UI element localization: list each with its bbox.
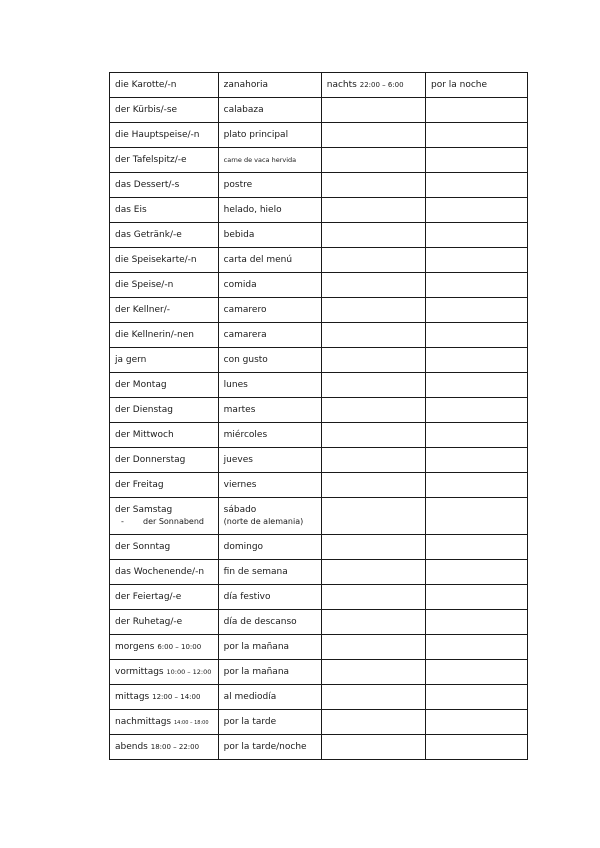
spanish-term-cell: [218, 298, 321, 323]
spanish-term-cell: [218, 585, 321, 610]
empty-cell: [321, 448, 425, 473]
german-term-cell: [110, 273, 219, 298]
time-range: 22:00 – 6:00: [359, 81, 404, 89]
empty-cell: [321, 660, 425, 685]
vocabulary-table: [109, 72, 528, 760]
spanish-term-cell: [218, 660, 321, 685]
german-term: mittags: [115, 692, 150, 702]
spanish-term: bebida: [223, 230, 255, 240]
table-row: [110, 98, 528, 123]
empty-cell: [425, 535, 527, 560]
table-row: [110, 448, 528, 473]
spanish-term: fin de semana: [223, 567, 288, 577]
spanish-term: por la mañana: [223, 667, 290, 677]
spanish-term: con gusto: [223, 355, 268, 365]
german-term-cell: [110, 498, 219, 535]
german-term-cell: [110, 735, 219, 760]
german-term: die Hauptspeise/-n: [115, 130, 200, 140]
spanish-term-cell: [218, 635, 321, 660]
table-row: [110, 398, 528, 423]
spanish-term-cell: [218, 560, 321, 585]
spanish-term: martes: [223, 405, 256, 415]
empty-cell: [321, 685, 425, 710]
german-term-cell: [110, 323, 219, 348]
german-term-cell: [110, 223, 219, 248]
german-term-cell: [110, 535, 219, 560]
table-row: [110, 635, 528, 660]
german-term-cell: [110, 685, 219, 710]
empty-cell: [321, 498, 425, 535]
spanish-term: camarera: [223, 330, 267, 340]
empty-cell: [321, 560, 425, 585]
time-range: 14:00 – 18:00: [174, 719, 209, 726]
empty-cell: [321, 585, 425, 610]
empty-cell: [321, 148, 425, 173]
spanish-term-cell: [218, 710, 321, 735]
german-term: der Feiertag/-e: [115, 592, 182, 602]
german-term: ja gern: [115, 355, 147, 365]
german-term-cell: [110, 73, 219, 98]
empty-cell: [425, 473, 527, 498]
empty-cell: [425, 498, 527, 535]
empty-cell: [321, 635, 425, 660]
empty-cell: [321, 473, 425, 498]
spanish-term-cell: [218, 248, 321, 273]
time-range: 12:00 – 14:00: [152, 693, 201, 701]
german-term: die Karotte/-n: [115, 80, 177, 90]
german-term-cell: [110, 398, 219, 423]
spanish-term: camarero: [223, 305, 267, 315]
empty-cell: [425, 398, 527, 423]
spanish-note: (norte de alemania): [223, 517, 304, 526]
table-row: [110, 323, 528, 348]
empty-cell: [321, 423, 425, 448]
german-term: der Kürbis/-se: [115, 105, 178, 115]
german-term: der Dienstag: [115, 405, 173, 415]
spanish-term-cell: [218, 610, 321, 635]
spanish-term-cell: [218, 398, 321, 423]
empty-cell: [425, 298, 527, 323]
german-term: die Kellnerin/-nen: [115, 330, 194, 340]
german-term-cell: [110, 173, 219, 198]
german-term: der Samstag: [115, 505, 173, 515]
time-range: 10:00 – 12:00: [166, 668, 212, 676]
spanish-term-cell: [218, 448, 321, 473]
german-term-cell: [110, 298, 219, 323]
spanish-term-cell: [218, 223, 321, 248]
empty-cell: [425, 348, 527, 373]
table-row: [110, 273, 528, 298]
german-term: morgens: [115, 642, 155, 652]
german-term: der Sonntag: [115, 542, 171, 552]
table-row: [110, 560, 528, 585]
german-term: die Speisekarte/-n: [115, 255, 197, 265]
spanish-term-cell: [218, 148, 321, 173]
table-row: [110, 348, 528, 373]
empty-cell: [321, 223, 425, 248]
spanish-term: por la mañana: [223, 642, 290, 652]
empty-cell: [321, 610, 425, 635]
spanish-term: miércoles: [223, 430, 268, 440]
german-term: das Eis: [115, 205, 147, 215]
german-term: der Freitag: [115, 480, 164, 490]
table-row: [110, 148, 528, 173]
table-row: [110, 298, 528, 323]
german-term: vormittags: [115, 667, 164, 677]
table-row: [110, 498, 528, 535]
empty-cell: [321, 98, 425, 123]
empty-cell: [321, 348, 425, 373]
german-term-cell: [110, 373, 219, 398]
german-term: das Wochenende/-n: [115, 567, 205, 577]
german-term: der Ruhetag/-e: [115, 617, 183, 627]
spanish-term-cell: [218, 198, 321, 223]
spanish-term: día de descanso: [223, 617, 297, 627]
table-row: [110, 73, 528, 98]
empty-cell: [425, 585, 527, 610]
table-row: [110, 710, 528, 735]
table-row: [110, 610, 528, 635]
spanish-term-cell: [218, 535, 321, 560]
spanish-term-cell: [218, 173, 321, 198]
empty-cell: [425, 735, 527, 760]
empty-cell: [321, 173, 425, 198]
spanish-term: lunes: [223, 380, 248, 390]
empty-cell: [425, 273, 527, 298]
table-row: [110, 585, 528, 610]
spanish-term: por la tarde: [223, 717, 277, 727]
table-row: [110, 373, 528, 398]
german-term-cell: [110, 448, 219, 473]
time-range: 6:00 – 10:00: [157, 643, 202, 651]
german-variant-term: der Sonnabend: [143, 517, 204, 526]
german-term-cell: [110, 348, 219, 373]
empty-cell: [425, 198, 527, 223]
empty-cell: [425, 373, 527, 398]
spanish-term: postre: [223, 180, 253, 190]
spanish-term-cell: [218, 685, 321, 710]
table-row: [110, 123, 528, 148]
empty-cell: [425, 710, 527, 735]
spanish-term: viernes: [223, 480, 257, 490]
table-row: [110, 223, 528, 248]
german-term: der Mittwoch: [115, 430, 174, 440]
spanish-term-cell: [218, 373, 321, 398]
empty-cell: [425, 660, 527, 685]
extra-spanish-term: por la noche: [430, 80, 488, 90]
german-term-cell: [110, 423, 219, 448]
empty-cell: [321, 298, 425, 323]
empty-cell: [425, 610, 527, 635]
empty-cell: [321, 273, 425, 298]
empty-cell: [321, 248, 425, 273]
spanish-term: calabaza: [223, 105, 264, 115]
table-row: [110, 423, 528, 448]
spanish-term: carta del menú: [223, 255, 293, 265]
spanish-term: comida: [223, 280, 257, 290]
empty-cell: [321, 535, 425, 560]
spanish-term-cell: [218, 123, 321, 148]
spanish-term-cell: [218, 323, 321, 348]
table-row: [110, 198, 528, 223]
extra-german-cell: [321, 73, 425, 98]
german-term: der Kellner/-: [115, 305, 171, 315]
german-term-cell: [110, 660, 219, 685]
spanish-term: helado, hielo: [223, 205, 282, 215]
german-term: der Montag: [115, 380, 167, 390]
spanish-term: día festivo: [223, 592, 271, 602]
spanish-term: zanahoria: [223, 80, 269, 90]
empty-cell: [321, 373, 425, 398]
empty-cell: [425, 560, 527, 585]
variant-dash: -: [121, 517, 124, 526]
german-term-cell: [110, 585, 219, 610]
empty-cell: [425, 223, 527, 248]
table-row: [110, 660, 528, 685]
german-term: der Donnerstag: [115, 455, 186, 465]
german-term-cell: [110, 560, 219, 585]
empty-cell: [321, 398, 425, 423]
table-row: [110, 473, 528, 498]
spanish-term: domingo: [223, 542, 264, 552]
table-row: [110, 685, 528, 710]
spanish-term-cell: [218, 273, 321, 298]
spanish-term-cell: [218, 473, 321, 498]
german-variant: [115, 516, 213, 528]
spanish-term: plato principal: [223, 130, 289, 140]
empty-cell: [425, 448, 527, 473]
german-term-cell: [110, 123, 219, 148]
spanish-term-cell: [218, 498, 321, 535]
empty-cell: [425, 423, 527, 448]
empty-cell: [425, 323, 527, 348]
empty-cell: [321, 123, 425, 148]
time-range: 18:00 – 22:00: [150, 743, 200, 751]
german-term-cell: [110, 710, 219, 735]
empty-cell: [425, 148, 527, 173]
spanish-term: carne de vaca hervida: [223, 156, 297, 164]
table-row: [110, 735, 528, 760]
spanish-term: jueves: [223, 455, 253, 465]
extra-german-term: nachts: [326, 80, 357, 90]
empty-cell: [321, 710, 425, 735]
german-term-cell: [110, 473, 219, 498]
empty-cell: [321, 198, 425, 223]
spanish-term-cell: [218, 423, 321, 448]
spanish-term: sábado: [223, 505, 257, 515]
german-term: der Tafelspitz/-e: [115, 155, 187, 165]
extra-spanish-cell: [425, 73, 527, 98]
german-term: das Getränk/-e: [115, 230, 182, 240]
empty-cell: [321, 323, 425, 348]
german-term: nachmittags: [115, 716, 172, 727]
german-term-cell: [110, 610, 219, 635]
spanish-term-cell: [218, 348, 321, 373]
spanish-term-cell: [218, 73, 321, 98]
german-term-cell: [110, 98, 219, 123]
german-term: die Speise/-n: [115, 280, 174, 290]
empty-cell: [425, 123, 527, 148]
german-term-cell: [110, 635, 219, 660]
empty-cell: [425, 98, 527, 123]
german-term: abends: [115, 742, 148, 752]
german-term: das Dessert/-s: [115, 180, 180, 190]
table-row: [110, 248, 528, 273]
empty-cell: [425, 248, 527, 273]
spanish-term: por la tarde/noche: [223, 742, 307, 752]
german-term-cell: [110, 198, 219, 223]
spanish-term: al mediodía: [223, 692, 277, 702]
german-term-cell: [110, 248, 219, 273]
empty-cell: [425, 685, 527, 710]
table-row: [110, 173, 528, 198]
empty-cell: [425, 635, 527, 660]
table-row: [110, 535, 528, 560]
spanish-term-cell: [218, 735, 321, 760]
empty-cell: [425, 173, 527, 198]
empty-cell: [321, 735, 425, 760]
german-term-cell: [110, 148, 219, 173]
spanish-term-cell: [218, 98, 321, 123]
